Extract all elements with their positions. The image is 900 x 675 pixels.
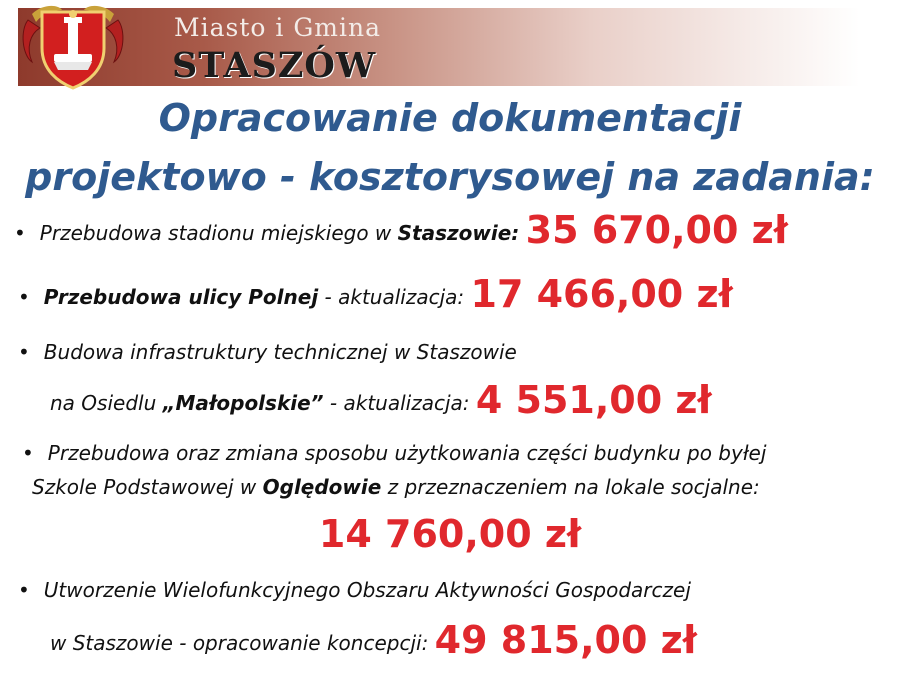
- item-text: Budowa infrastruktury technicznej w Staszowie: [43, 340, 517, 364]
- list-item: [22, 441, 766, 465]
- item-emphasis: Staszowie:: [397, 221, 520, 245]
- list-item-continuation: Szkole Podstawowej w Oględowie z przeznaczeniem na lokale socjalne:: [32, 475, 760, 499]
- item-amount: 35 670,00 zł: [525, 208, 788, 252]
- list-item-continuation: [50, 618, 697, 662]
- item-emphasis: Oględowie: [262, 475, 382, 499]
- item-amount: 17 466,00 zł: [470, 272, 733, 316]
- item-amount: 49 815,00 zł: [434, 618, 697, 662]
- page-title-line-2: projektowo - kosztorysowej na zadania:: [25, 155, 875, 199]
- list-item: [18, 578, 691, 602]
- header-banner: [18, 8, 860, 86]
- item-text: Przebudowa oraz zmiana sposobu użytkowania części budynku po byłej: [47, 441, 767, 465]
- list-item: [18, 272, 733, 316]
- bullet: •: [14, 221, 26, 245]
- item-text: w Staszowie - opracowanie koncepcji:: [50, 631, 435, 655]
- list-item: [14, 208, 788, 252]
- item-text: Przebudowa stadionu miejskiego w: [39, 221, 398, 245]
- list-item: [18, 340, 517, 364]
- item-text: Szkole Podstawowej w: [32, 475, 263, 499]
- item-text: Utworzenie Wielofunkcyjnego Obszaru Aktywności Gospodarczej: [43, 578, 691, 602]
- item-text: na Osiedlu: [50, 391, 163, 415]
- item-text: - aktualizacja:: [318, 285, 471, 309]
- item-amount: 4 551,00 zł: [475, 378, 712, 422]
- item-emphasis: Przebudowa ulicy Polnej: [43, 285, 319, 309]
- bullet: •: [22, 441, 34, 465]
- item-amount: 14 760,00 zł: [318, 512, 582, 556]
- header-subtitle: Miasto i Gmina: [174, 13, 381, 42]
- header-city-name: STASZÓW: [172, 45, 377, 86]
- bullet: •: [18, 578, 30, 602]
- city-coat-of-arms-logo: [18, 0, 128, 92]
- bullet: •: [18, 340, 30, 364]
- list-item-continuation: na Osiedlu „Małopolskie” - aktualizacja: 4 551,00 zł: [50, 378, 712, 422]
- page-title-line-1: Opracowanie dokumentacji: [158, 96, 742, 140]
- bullet: •: [18, 285, 30, 309]
- item-emphasis: „Małopolskie”: [162, 391, 324, 415]
